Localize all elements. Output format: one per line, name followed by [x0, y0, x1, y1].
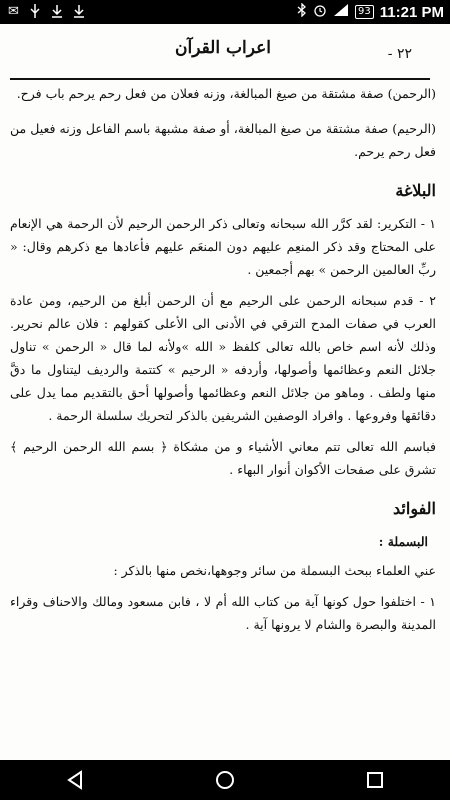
status-left-icons [8, 4, 85, 22]
status-time: 11:21 PM [379, 3, 444, 21]
download-icon [51, 4, 63, 22]
basmala-label: البسملة : [378, 534, 428, 549]
page-header [0, 34, 450, 74]
closing-note: فباسم الله تعالى تتم معاني الأشياء و من مشكاة ﴿ بسم الله الرحمن الرحيم ﴾ تشرق على صفحات الأكوان أنوار البهاء . [10, 439, 436, 477]
fawaid-intro: عني العلماء ببحث البسملة من سائر وجوهها،نخص منها بالذكر : [113, 563, 436, 578]
navigation-bar [0, 760, 450, 800]
status-right-icons [297, 3, 444, 21]
fawaid-item-1: ١ - اختلفوا حول كونها آية من كتاب الله أم لا ، فابن مسعود ومالك والاحناف وقراء المدينة والبصرة والشام لا يرونها آية . [10, 594, 436, 632]
download-icon-2 [73, 4, 85, 22]
paragraph-rahman: (الرحمن) صفة مشتقة من صيغ المبالغة، وزنه فعلان من فعل رحم يرحم باب فرح. [16, 86, 436, 101]
paragraph-rahim: (الرحيم) صفة مشتقة من صيغ المبالغة، أو صفة مشبهة باسم الفاعل وزنه فعيل من فعل رحم يرحم. [10, 121, 436, 159]
status-bar [0, 0, 450, 24]
heading-balagha: البلاغة [395, 181, 436, 200]
page-text [10, 82, 436, 644]
heading-fawaid: الفوائد [393, 499, 436, 518]
balagha-item-2: ٢ - قدم سبحانه الرحمن على الرحيم مع أن الرحمن أبلغ من الرحيم، ومن عادة العرب في صفات المدح الترقي في الأدنى الى الأعلى كقولهم : فلان عالم نحرير. وذلك لأنه اسم خاص بالله تعالى كلفظ « الله »ولأنه لما قال « الرحمن » تناول جلائل النعم وعظائمها وأصولها، وأردفه « الرحيم » كتتمة والرديف ليتناول ما دقَّ منها ولطف . وماهو من جلائل النعم وعظائمها وأصولها أحق بالتقديم مما يدل على دقائقها وفروعها . وافراد الوصفين الشريفين بالذكر لتحريك سلسلة الرحمة . [10, 293, 436, 423]
usb-icon [29, 4, 41, 22]
signal-icon [333, 3, 349, 21]
book-title: اعراب القرآن [175, 38, 271, 58]
balagha-item-1: ١ - التكرير: لقد كرَّر الله سبحانه وتعالى ذكر الرحمن الرحيم لأن الرحمة هي الإنعام على المحتاج وقد ذكر المنعِم عليهم دون المنعَم عليهم فأعادها مع ذكرهم وقال: « ربِّ العالمين الرحمن » بهم أجمعين . [10, 216, 436, 277]
back-icon[interactable] [59, 764, 91, 796]
home-icon[interactable] [209, 764, 241, 796]
header-divider [10, 78, 430, 80]
page-number: - ٢٢ [387, 46, 412, 62]
email-notification-icon: ✉ [8, 4, 19, 19]
recents-icon[interactable] [359, 764, 391, 796]
book-page[interactable] [0, 24, 450, 760]
battery-icon: 93 [355, 5, 374, 19]
bluetooth-icon [297, 3, 307, 21]
alarm-icon [313, 3, 327, 21]
